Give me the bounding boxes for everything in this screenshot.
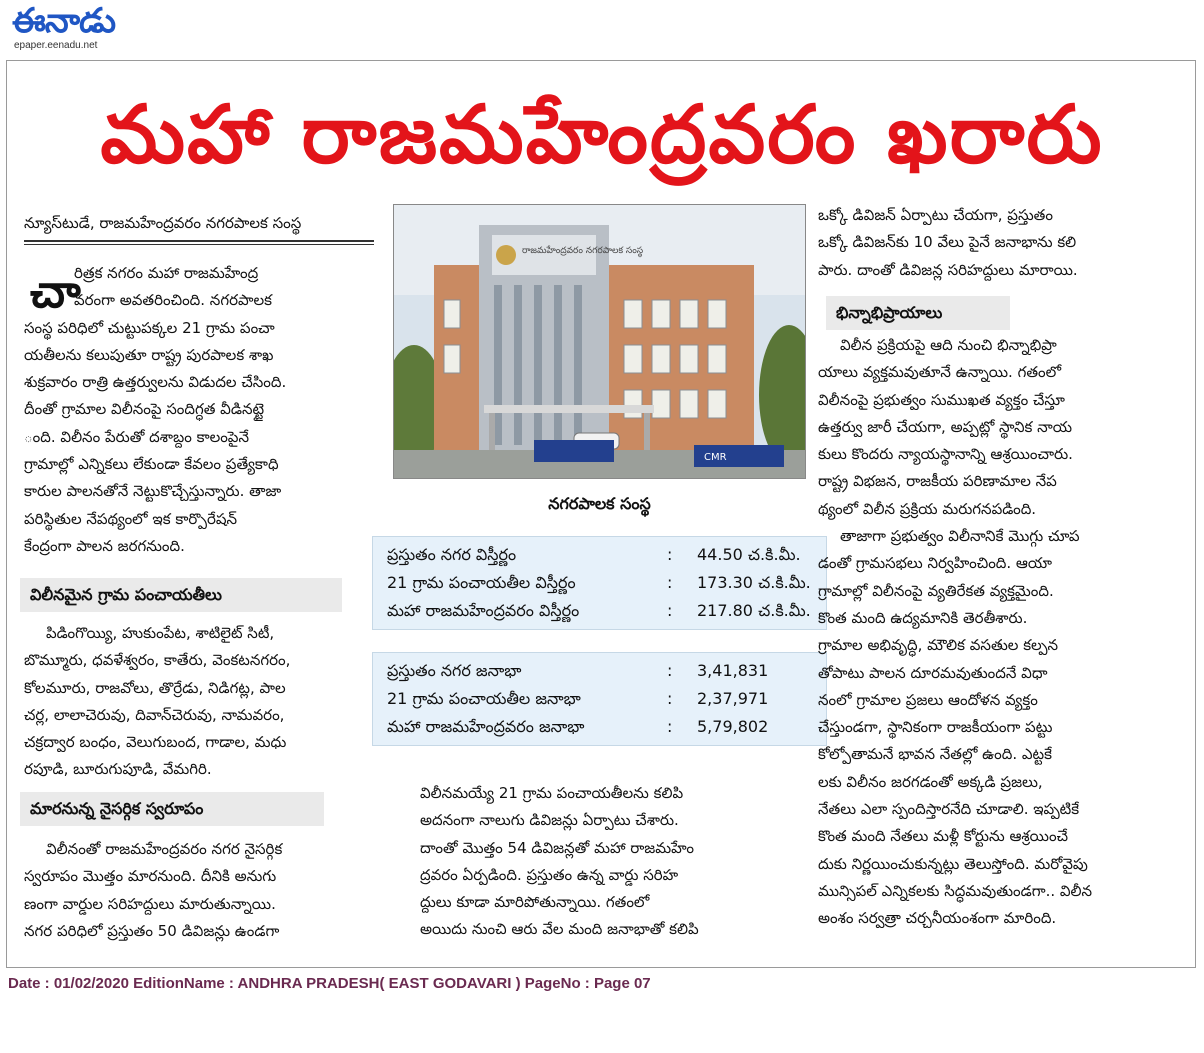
text-line: చక్రద్వార బంధం, వెలుగుబంద, గాడాల, మధు [24, 733, 287, 752]
text-line: రపూడి, బూరుగుపూడి, వేమగిరి. [24, 760, 212, 779]
text-line: యతీలను కలుపుతూ రాష్ట్ర పురపాలక శాఖ [24, 345, 274, 364]
text-line: విలీన ప్రక్రియపై ఆది నుంచి భిన్నాభిప్రా [840, 336, 1057, 354]
edition-footer: Date : 01/02/2020 EditionName : ANDHRA PRADESH( EAST GODAVARI ) PageNo : Page 07 [8, 975, 651, 992]
building-illustration [394, 205, 806, 479]
text-line: ద్దులు కూడా మారిపోతున్నాయి. గతంలో [420, 893, 650, 912]
eenadu-logo[interactable] [12, 2, 115, 40]
stat-label: 21 గ్రామ పంచాయతీల జనాభా [387, 689, 581, 708]
text-line: రిత్రక నగరం మహా రాజమహేంద్ర [74, 264, 259, 282]
subhead-merged-villages: విలీనమైన గ్రామ పంచాయతీలు [20, 578, 342, 612]
stat-colon: : [667, 717, 673, 736]
text-line: దాంతో మొత్తం 54 డివిజన్లతో మహా రాజమహేం [420, 838, 695, 857]
text-line: వరంగా అవతరించింది. నగరపాలక [74, 291, 272, 310]
text-line: డంతో గ్రామసభలు నిర్వహించింది. ఆయా [818, 554, 1053, 573]
site-url: epaper.eenadu.net [14, 40, 98, 51]
text-line: గ్రామాల్లో విలీనంపై వ్యతిరేకత వ్యక్తమైంది. [818, 581, 1054, 600]
text-line: చర్ల, లాలాచెరువు, దివాన్‌చెరువు, నామవరం, [24, 705, 285, 724]
population-stats-box [372, 652, 827, 746]
text-line: కోలమూరు, రాజవోలు, తొర్రేడు, నిడిగట్ల, పాల [24, 678, 286, 697]
text-line: చేస్తుండగా, స్థానికంగా రాజకీయంగా పట్టు [818, 718, 1053, 737]
text-line: నగర పరిధిలో ప్రస్తుతం 50 డివిజన్లు ఉండగా [24, 921, 280, 940]
stat-label: 21 గ్రామ పంచాయతీల విస్తీర్ణం [387, 573, 576, 592]
article-headline: మహా రాజమహేంద్రవరం ఖరారు [100, 88, 1104, 181]
stat-row [387, 597, 814, 625]
text-line: దుకు నిర్ణయించుకున్నట్లు తెలుస్తోంది. మరోవైపు [818, 854, 1088, 873]
stat-row [387, 541, 814, 569]
text-line: కేంద్రంగా పాలన జరగనుంది. [24, 536, 185, 555]
text-line: అదనంగా నాలుగు డివిజన్లు ఏర్పాటు చేశారు. [420, 811, 679, 830]
byline: న్యూస్‌టుడే, రాజమహేంద్రవరం నగరపాలక సంస్థ [24, 214, 302, 232]
text-line: పిడింగొయ్యి, హుకుంపేట, శాటిలైట్ సిటీ, [46, 624, 275, 642]
building-sign-text: రాజమహేంద్రవరం నగరపాలక సంస్థ [522, 246, 644, 256]
stat-label: ప్రస్తుతం నగర జనాభా [387, 661, 522, 680]
municipal-building-photo [393, 204, 806, 479]
logo-wordmark: ఈనాడు [12, 1, 116, 41]
stat-row [387, 569, 814, 597]
byline-divider [24, 240, 374, 242]
villages-paragraph [24, 620, 374, 784]
subhead-differing-opinions: భిన్నాభిప్రాయాలు [826, 296, 1010, 330]
text-line: గ్రామాల్లో ఎన్నికలు లేకుండా కేవలం ప్రత్యేకాధి [24, 455, 279, 474]
text-line: నంలో గ్రామాల ప్రజలు ఆందోళన వ్యక్తం [818, 690, 1038, 709]
text-line: ఒక్కో డివిజన్ ఏర్పాటు చేయగా, ప్రస్తుతం [818, 206, 1053, 224]
nature-paragraph [24, 836, 374, 945]
stat-colon: : [667, 661, 673, 680]
stat-value: 3,41,831 [697, 661, 769, 680]
text-line: పరిస్థితుల నేపథ్యంలో ఇక కార్పొరేషన్ [24, 509, 238, 528]
text-line: తోపాటు పాలన దూరమవుతుందనే విధా [818, 663, 1048, 682]
stat-row [387, 713, 814, 741]
text-line: దీంతో గ్రామాల విలీనంపై సందిగ్ధత వీడినట్టై [24, 400, 265, 419]
stat-label: ప్రస్తుతం నగర విస్తీర్ణం [387, 545, 517, 564]
area-stats-box [372, 536, 827, 630]
text-line: ఒక్కో డివిజన్‌కు 10 వేలు పైనే జనాభాను కలి [818, 233, 1077, 252]
text-line: కులు కొందరు న్యాయస్థానాన్ని ఆశ్రయించారు. [818, 445, 1073, 464]
text-line: శుక్రవారం రాత్రి ఉత్తర్వులను విడుదల చేసింది. [24, 373, 287, 392]
intro-paragraph [24, 260, 374, 560]
drop-cap: చా [30, 264, 81, 318]
text-line: ంది. విలీనం పేరుతో దశాబ్దం కాలంపైనే [24, 427, 250, 446]
stat-value: 217.80 చ.కి.మీ. [697, 601, 811, 620]
subhead-natural-form: మారనున్న నైసర్గిక స్వరూపం [20, 792, 324, 826]
text-line: కోల్పోతామనే భావన నేతల్లో ఉంది. ఎట్టకే [818, 745, 1052, 764]
stat-colon: : [667, 573, 673, 592]
text-line: రాష్ట్ర విభజన, రాజకీయ పరిణామాల నేప [818, 472, 1057, 491]
text-line: లకు విలీనం జరగడంతో అక్కడి ప్రజలు, [818, 772, 1043, 791]
text-line: నేతలు ఎలా స్పందిస్తారనేది చూడాలి. ఇప్పటికే [818, 800, 1080, 819]
text-line: విలీనంతో రాజమహేంద్రవరం నగర నైసర్గిక [46, 840, 283, 858]
stat-value: 44.50 చ.కి.మీ. [697, 545, 801, 564]
text-line: కారుల పాలనతోనే నెట్టుకొచ్చేస్తున్నారు. తాజా [24, 482, 282, 501]
column3-body [818, 332, 1178, 933]
text-line: విలీనంపై ప్రభుత్వం సుముఖత వ్యక్తం చేస్తూ [818, 390, 1065, 409]
text-line: బొమ్మూరు, ధవళేశ్వరం, కాతేరు, వెంకటనగరం, [24, 651, 291, 670]
stat-row [387, 657, 814, 685]
text-line: పారు. దాంతో డివిజన్ల సరిహద్దులు మారాయి. [818, 260, 1078, 279]
stat-row [387, 685, 814, 713]
text-line: అయిదు నుంచి ఆరు వేల మంది జనాభాతో కలిపి [420, 920, 699, 939]
text-line: కొంత మంది ఉద్యమానికి తెరతీశారు. [818, 608, 1028, 627]
stat-colon: : [667, 545, 673, 564]
text-line: యాలు వ్యక్తమవుతూనే ఉన్నాయి. గతంలో [818, 363, 1062, 382]
stat-label: మహా రాజమహేంద్రవరం విస్తీర్ణం [387, 601, 580, 620]
text-line: విలీనమయ్యే 21 గ్రామ పంచాయతీలను కలిపి [420, 784, 684, 802]
stat-value: 2,37,971 [697, 689, 769, 708]
stat-value: 173.30 చ.కి.మీ. [697, 573, 811, 592]
text-line: ఉత్తర్వు జారీ చేయగా, అప్పట్లో స్థానిక నాయ [818, 417, 1073, 436]
text-line: థ్యంలో విలీన ప్రక్రియ మరుగనపడింది. [818, 499, 1037, 518]
text-line: గ్రామాల అభివృద్ధి, మౌలిక వసతుల కల్పన [818, 636, 1058, 655]
text-line: ద్రవరం ఏర్పడింది. ప్రస్తుతం ఉన్న వార్డు సరిహ [420, 865, 679, 884]
byline-divider-thin [24, 244, 374, 245]
photo-caption: నగరపాలక సంస్థ [548, 494, 651, 513]
text-line: మున్సిపల్ ఎన్నికలకు సిద్ధమవుతుండగా.. విలీన [818, 881, 1093, 900]
column2-bottom-paragraph [420, 780, 785, 944]
stat-value: 5,79,802 [697, 717, 769, 736]
text-line: తాజాగా ప్రభుత్వం విలీనానికే మొగ్గు చూప [840, 527, 1080, 546]
stat-colon: : [667, 601, 673, 620]
text-line: కొంత మంది నేతలు మళ్లీ కోర్టును ఆశ్రయించే [818, 827, 1068, 846]
text-line: ణంగా వార్డుల సరిహద్దులు మారుతున్నాయి. [24, 894, 276, 913]
stat-colon: : [667, 689, 673, 708]
stat-label: మహా రాజమహేంద్రవరం జనాభా [387, 717, 585, 736]
text-line: సంస్థ పరిధిలో చుట్టుపక్కల 21 గ్రామ పంచా [24, 318, 275, 337]
banner-text: CMR [704, 452, 727, 463]
text-line: స్వరూపం మొత్తం మారనుంది. దీనికి అనుగు [24, 867, 277, 886]
column3-top-paragraph [818, 202, 1178, 284]
text-line: అంశం సర్వత్రా చర్చనీయంశంగా మారింది. [818, 909, 1057, 928]
